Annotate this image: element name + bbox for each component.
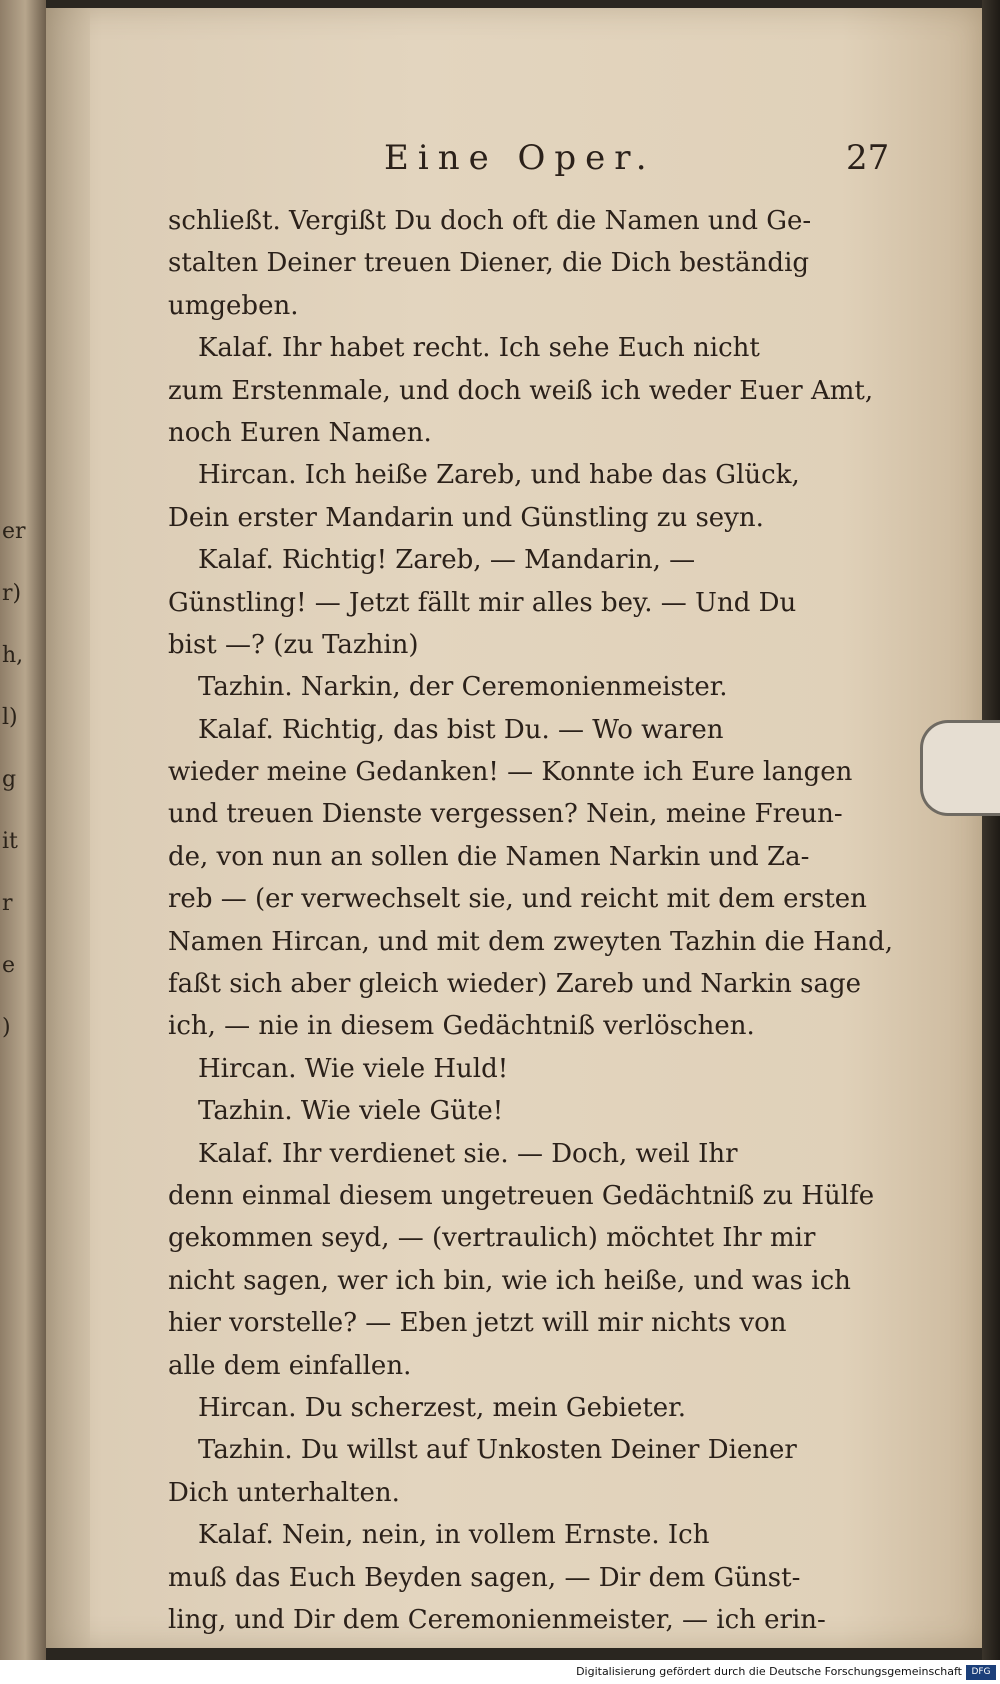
text-line: Kalaf. Nein, nein, in vollem Ernste. Ich	[198, 1520, 710, 1551]
digitization-credit: Digitalisierung gefördert durch die Deutsche Forschungsgemeinschaft	[576, 1665, 962, 1678]
dfg-logo: DFG	[966, 1665, 996, 1680]
text-line: schließt. Vergißt Du doch oft die Namen und Ge-	[168, 206, 812, 236]
text-line: Namen Hircan, und mit dem zweyten Tazhin die Hand,	[168, 926, 893, 957]
text-line: Tazhin. Du willst auf Unkosten Deiner Diener	[198, 1435, 797, 1466]
text-line: alle dem einfallen.	[168, 1350, 412, 1381]
page-gutter	[46, 8, 90, 1648]
text-line: Hircan. Ich heiße Zareb, und habe das Glück,	[198, 460, 800, 491]
facing-page-fragment: e	[2, 953, 16, 978]
facing-page-fragment: r)	[2, 581, 22, 606]
text-line: noch Euren Namen.	[168, 417, 432, 448]
text-line: Kalaf. Richtig, das bist Du. — Wo waren	[198, 714, 724, 745]
text-line: wieder meine Gedanken! — Konnte ich Eure langen	[168, 757, 853, 788]
page-number: 27	[846, 138, 890, 178]
text-line: ling, und Dir dem Ceremonienmeister, — ich erin-	[168, 1604, 826, 1635]
text-line: de, von nun an sollen die Namen Narkin und Za-	[168, 841, 810, 872]
text-line: Tazhin. Narkin, der Ceremonienmeister.	[198, 672, 728, 703]
text-line: denn einmal diesem ungetreuen Gedächtniß zu Hülfe	[168, 1180, 875, 1211]
text-line: gekommen seyd, — (vertraulich) möchtet Ihr mir	[168, 1223, 816, 1254]
text-line: Hircan. Du scherzest, mein Gebieter.	[198, 1392, 687, 1423]
page-clip	[920, 720, 1000, 816]
text-line: umgeben.	[168, 290, 299, 321]
text-line: stalten Deiner treuen Diener, die Dich beständig	[168, 248, 810, 279]
text-line: nicht sagen, wer ich bin, wie ich heiße, und was ich	[168, 1265, 851, 1296]
facing-page-fragment: g	[2, 767, 17, 792]
facing-page-fragment: er	[2, 519, 26, 544]
text-line: Kalaf. Richtig! Zareb, — Mandarin, —	[198, 545, 696, 576]
facing-page-edge	[0, 0, 46, 1660]
text-line: muß das Euch Beyden sagen, — Dir dem Günst-	[168, 1562, 801, 1593]
page-body-text	[168, 200, 908, 1641]
text-line: zum Erstenmale, und doch weiß ich weder Euer Amt,	[168, 375, 874, 406]
text-line: Dich unterhalten.	[168, 1477, 400, 1508]
facing-page-fragment: it	[2, 829, 18, 854]
facing-page-fragment: l)	[2, 705, 18, 730]
text-line: Kalaf. Ihr habet recht. Ich sehe Euch nicht	[198, 333, 760, 364]
text-line: Hircan. Wie viele Huld!	[198, 1053, 509, 1084]
footer-bar	[0, 1662, 1000, 1684]
text-line: und treuen Dienste vergessen? Nein, meine Freun-	[168, 799, 843, 830]
facing-page-fragment: )	[2, 1015, 11, 1040]
text-line: reb — (er verwechselt sie, und reicht mit dem ersten	[168, 884, 867, 915]
facing-page-fragment: r	[2, 891, 13, 916]
text-line: Dein erster Mandarin und Günstling zu seyn.	[168, 502, 764, 533]
text-line: ich, — nie in diesem Gedächtniß verlöschen.	[168, 1011, 755, 1042]
text-line: Tazhin. Wie viele Güte!	[198, 1096, 504, 1127]
text-line: Kalaf. Ihr verdienet sie. — Doch, weil Ihr	[198, 1138, 738, 1169]
text-line: hier vorstelle? — Eben jetzt will mir nichts von	[168, 1308, 787, 1339]
scanner-background	[982, 0, 1000, 1660]
book-page	[46, 8, 982, 1648]
text-line: bist —? (zu Tazhin)	[168, 629, 419, 660]
text-line: Günstling! — Jetzt fällt mir alles bey. — Und Du	[168, 587, 797, 618]
running-header: Eine Oper.	[384, 138, 656, 178]
facing-page-text-fragments	[2, 520, 42, 1078]
facing-page-fragment: h,	[2, 643, 24, 668]
text-line: faßt sich aber gleich wieder) Zareb und Narkin sage	[168, 969, 862, 1000]
